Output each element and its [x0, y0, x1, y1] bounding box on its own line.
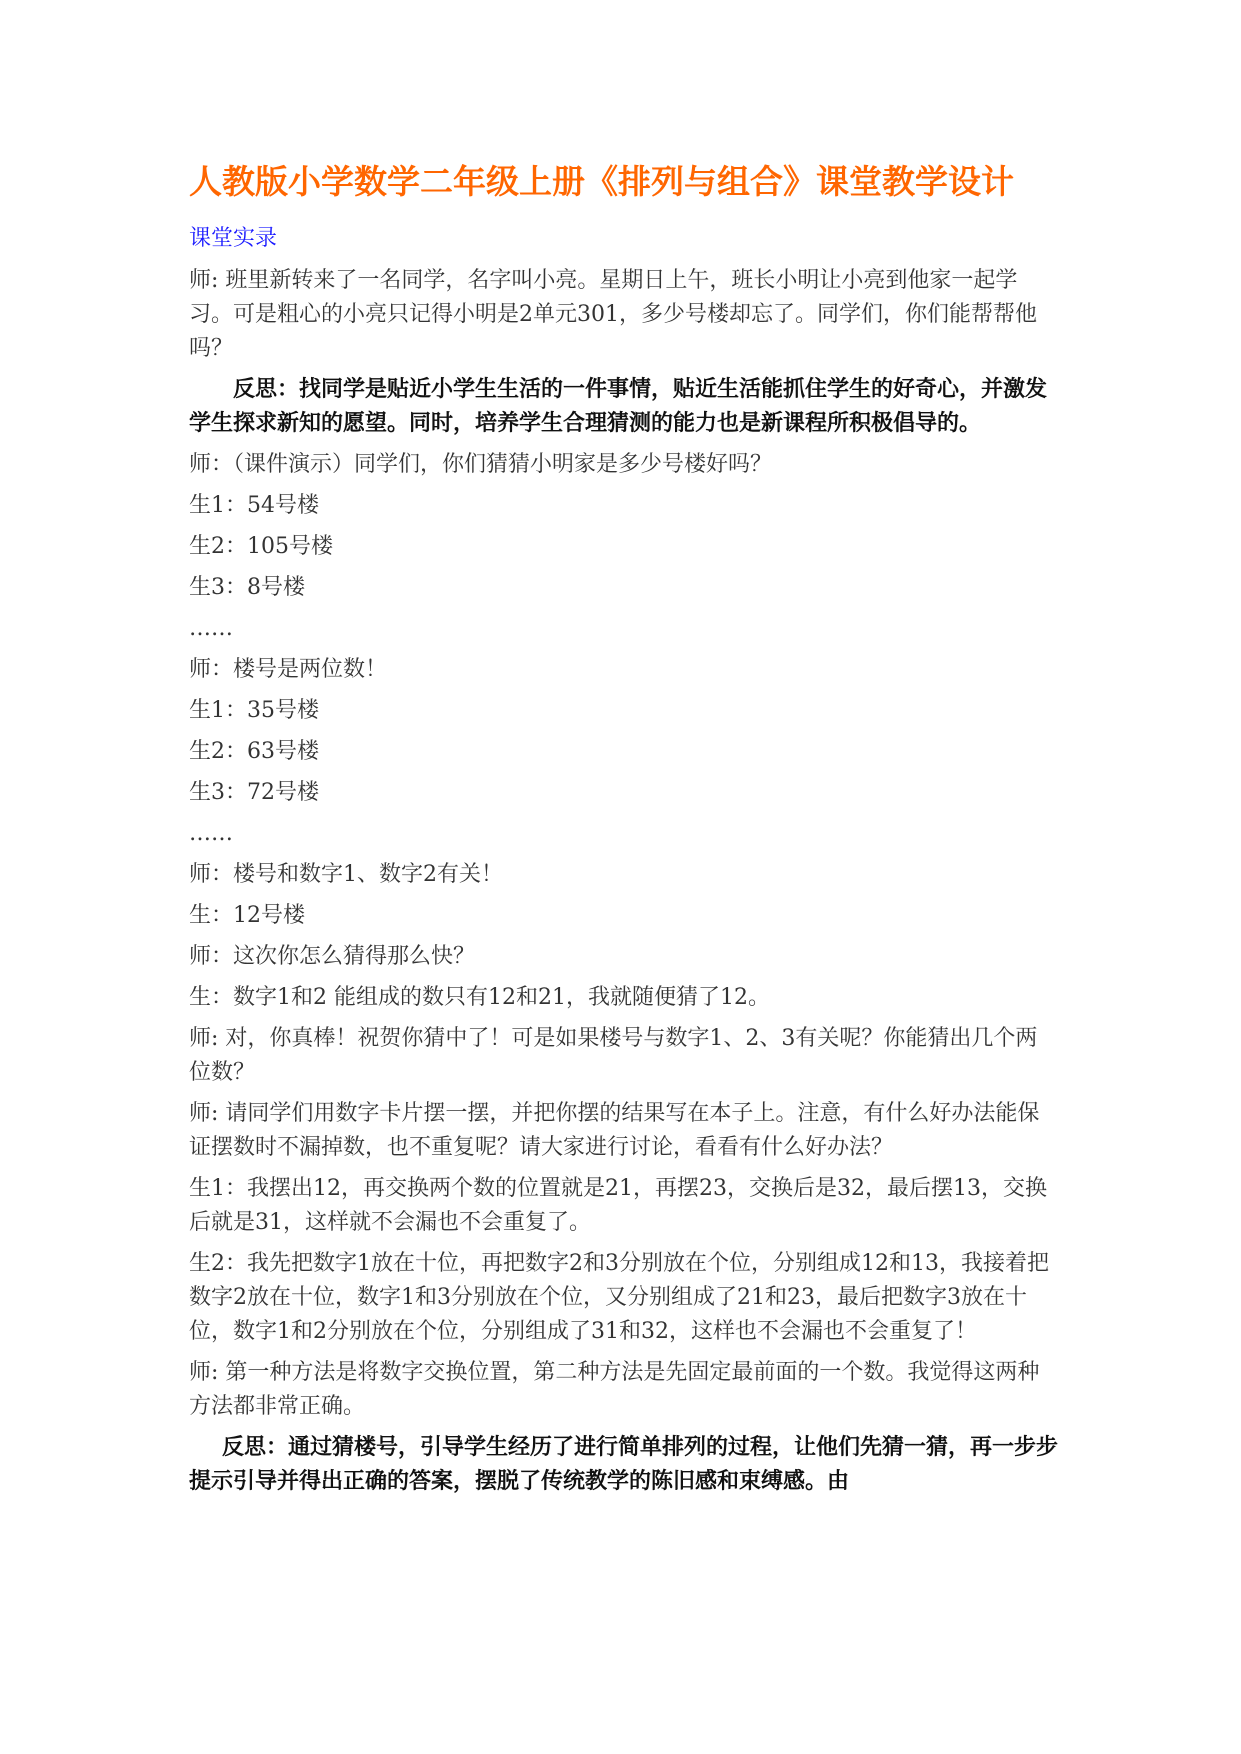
document-title: 人教版小学数学二年级上册《排列与组合》课堂教学设计: [189, 162, 1014, 201]
paragraph: 师：这次你怎么猜得那么快？: [189, 944, 476, 969]
paragraph: 生1：我摆出12，再交换两个数的位置就是21，再摆23，交换后是32，最后摆13，交换后就是31，这样就不会漏也不会重复了。: [189, 1176, 1047, 1235]
document-content: [189, 160, 1059, 1506]
paragraph: 师：楼号是两位数！: [189, 657, 388, 682]
paragraph: 生1：54号楼: [189, 493, 319, 518]
ellipsis-line: ……: [189, 616, 233, 641]
paragraph: 生：数字1和2 能组成的数只有12和21，我就随便猜了12。: [189, 985, 770, 1010]
section-heading: 课堂实录: [189, 226, 278, 251]
paragraph: 生2：105号楼: [189, 534, 333, 559]
paragraph: 师：楼号和数字1、数字2有关！: [189, 862, 503, 887]
paragraph: 生：12号楼: [189, 903, 305, 928]
paragraph: 师: 请同学们用数字卡片摆一摆，并把你摆的结果写在本子上。注意，有什么好办法能保证摆数时不漏掉数，也不重复呢？请大家进行讨论，看看有什么好办法？: [189, 1101, 1040, 1160]
paragraph: 生3：72号楼: [189, 780, 319, 805]
paragraph: 师: 对，你真棒！祝贺你猜中了！可是如果楼号与数字1、2、3有关呢？你能猜出几个两位数？: [189, 1026, 1038, 1085]
paragraph: 生1：35号楼: [189, 698, 319, 723]
ellipsis-line: ……: [189, 821, 233, 846]
paragraph: 生2：我先把数字1放在十位，再把数字2和3分别放在个位，分别组成12和13，我接着把数字2放在十位，数字1和3分别放在个位，又分别组成了21和23，最后把数字3放在十位，数字1和2分别放在个位，分别组成了31和32，这样也不会漏也不会重复了！: [189, 1251, 1049, 1344]
reflection-paragraph: 反思：通过猜楼号，引导学生经历了进行简单排列的过程，让他们先猜一猜，再一步步提示引导并得出正确的答案，摆脱了传统教学的陈旧感和束缚感。由: [189, 1435, 1059, 1494]
paragraph: 生2：63号楼: [189, 739, 319, 764]
paragraph: 生3：8号楼: [189, 575, 305, 600]
paragraph: 师: 班里新转来了一名同学，名字叫小亮。星期日上午，班长小明让小亮到他家一起学习。可是粗心的小亮只记得小明是2单元301，多少号楼却忘了。同学们，你们能帮帮他吗？: [189, 268, 1037, 361]
paragraph: 师: 第一种方法是将数字交换位置，第二种方法是先固定最前面的一个数。我觉得这两种方法都非常正确。: [189, 1360, 1040, 1419]
reflection-paragraph: 反思：找同学是贴近小学生生活的一件事情，贴近生活能抓住学生的好奇心，并激发学生探求新知的愿望。同时，培养学生合理猜测的能力也是新课程所积极倡导的。: [189, 377, 1048, 436]
paragraph: 师：（课件演示）同学们，你们猜猜小明家是多少号楼好吗？: [189, 452, 773, 477]
